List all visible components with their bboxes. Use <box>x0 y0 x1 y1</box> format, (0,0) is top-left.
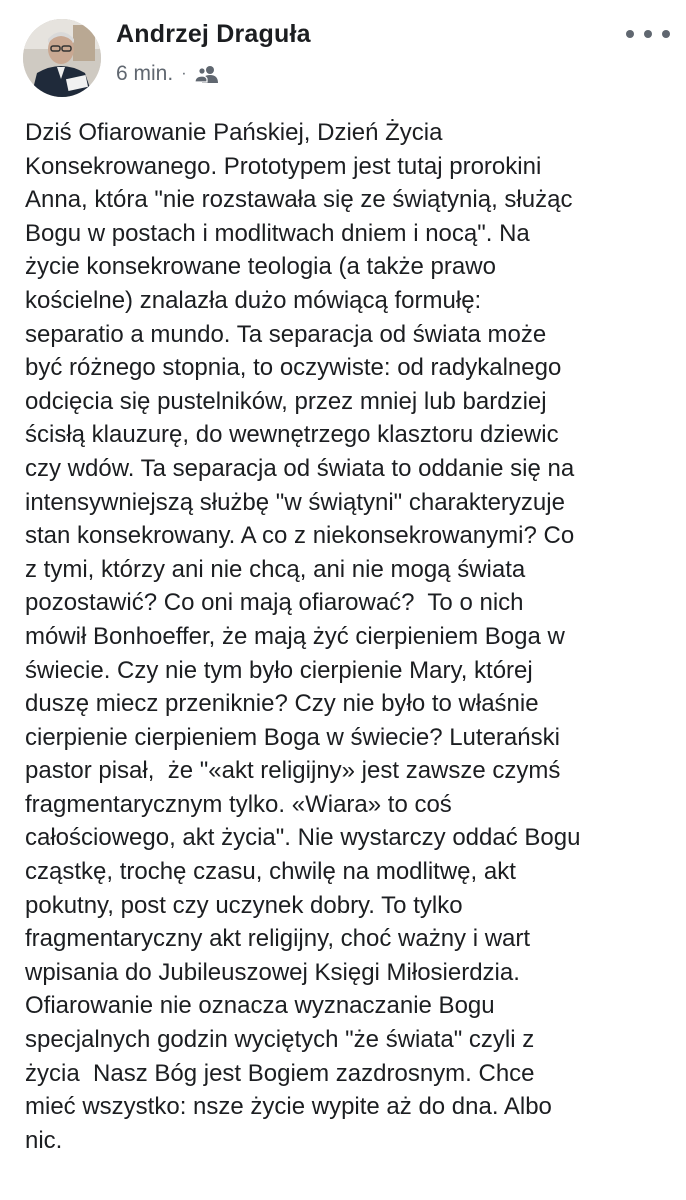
post-text-line: intensywniejszą służbę "w świątyni" charakteryzuje <box>25 488 565 516</box>
more-horizontal-icon <box>626 30 634 38</box>
post-text-line: separatio a mundo. Ta separacja od świata może <box>25 320 547 348</box>
author-avatar[interactable] <box>23 19 101 97</box>
post-header <box>0 0 686 110</box>
post-text-line: z tymi, którzy ani nie chcą, ani nie mogą świata <box>25 555 526 583</box>
post-text-line: duszę miecz przeniknie? Czy nie było to właśnie <box>25 690 539 718</box>
post-text-line: ścisłą klauzurę, do wewnętrzego klasztoru dziewic <box>25 421 559 449</box>
post-text-line: mieć wszystko: nsze życie wypite aż do dna. Albo <box>25 1093 552 1121</box>
post-text-line: pokutny, post czy uczynek dobry. To tylko <box>25 891 463 919</box>
friends-icon[interactable] <box>195 65 219 83</box>
post-text-line: stan konsekrowany. A co z niekonsekrowanymi? Co <box>25 522 575 550</box>
post-meta <box>116 62 219 86</box>
meta-separator: · <box>181 65 187 82</box>
post-text-line: mówił Bonhoeffer, że mają żyć cierpieniem Boga w <box>25 622 565 650</box>
post-text-line: całościowego, akt życia". Nie wystarczy oddać Bogu <box>25 824 581 852</box>
post-text-line: Anna, która "nie rozstawała się ze świątynią, służąc <box>25 186 573 214</box>
post-body-text <box>25 116 675 1157</box>
post-text-line: specjalnych godzin wyciętych "że świata" czyli z <box>25 1026 535 1054</box>
post-text-line: nic. <box>25 1126 63 1154</box>
more-options-button[interactable] <box>626 24 670 44</box>
post-text-line: być różnego stopnia, to oczywiste: od radykalnego <box>25 354 562 382</box>
post-timestamp[interactable]: 6 min. <box>116 62 174 85</box>
profile-photo <box>23 19 101 97</box>
post-text-line: pozostawić? Co oni mają ofiarować? To o nich <box>25 589 524 617</box>
post-text-line: kościelne) znalazła dużo mówiącą formułę: <box>25 286 482 314</box>
post-text-line: wpisania do Jubileuszowej Księgi Miłosierdzia. <box>25 958 520 986</box>
post-text-line: odcięcia się pustelników, przez mniej lub bardziej <box>25 387 547 415</box>
post-text-line: cierpienie cierpieniem Boga w świecie? Luterański <box>25 723 560 751</box>
post-text-line: Ofiarowanie nie oznacza wyznaczanie Bogu <box>25 992 495 1020</box>
post-text-line: fragmentaryczny akt religijny, choć ważny i wart <box>25 925 531 953</box>
post-text-line: pastor pisał, że "«akt religijny» jest zawsze czymś <box>25 757 561 785</box>
post-text-line: cząstkę, trochę czasu, chwilę na modlitwę, akt <box>25 858 516 886</box>
post-text-line: życie konsekrowane teologia (a także prawo <box>25 253 496 281</box>
post-text-line: fragmentarycznym tylko. «Wiara» to coś <box>25 790 452 818</box>
post-text-line: Konsekrowanego. Prototypem jest tutaj prorokini <box>25 152 542 180</box>
post-text-line: Bogu w postach i modlitwach dniem i nocą". Na <box>25 219 530 247</box>
more-dot <box>662 30 670 38</box>
post-text-line: świecie. Czy nie tym było cierpienie Mary, której <box>25 656 533 684</box>
post-text-line: czy wdów. Ta separacja od świata to oddanie się na <box>25 454 575 482</box>
more-dot <box>644 30 652 38</box>
author-name[interactable]: Andrzej Draguła <box>116 20 311 48</box>
post-text-line: Dziś Ofiarowanie Pańskiej, Dzień Życia <box>25 119 443 146</box>
post-text-line: życia Nasz Bóg jest Bogiem zazdrosnym. Chce <box>25 1059 535 1087</box>
